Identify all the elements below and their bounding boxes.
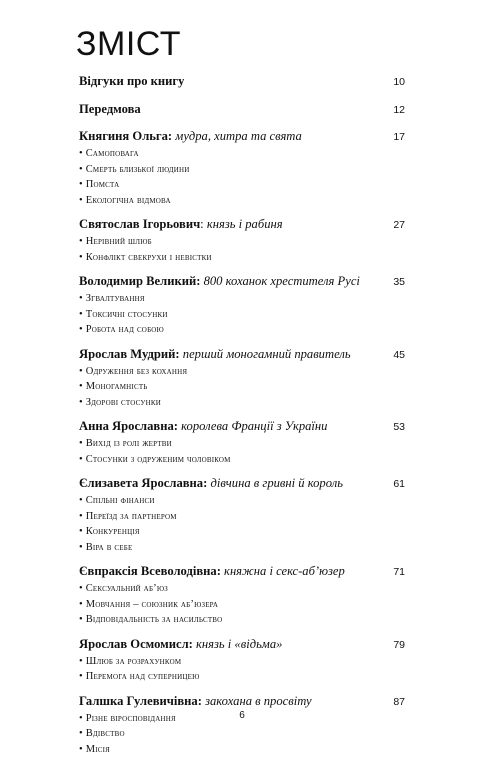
subtopic-item: • Вдівство — [79, 726, 405, 742]
chapter-name: Євпраксія Всеволодівна: — [79, 564, 221, 578]
subtopic-list — [79, 364, 405, 411]
toc-entry-title — [79, 562, 345, 580]
chapter-subtitle: князь і «відьма» — [196, 637, 282, 651]
toc-entry[interactable] — [79, 215, 405, 265]
chapter-name: Володимир Великий: — [79, 274, 200, 288]
subtopic-item: • Відповідальність за насильство — [79, 612, 405, 628]
chapter-page-number: 53 — [393, 418, 405, 436]
subtopic-item: • Конфлікт свекрухи і невістки — [79, 250, 405, 266]
toc-entry-heading — [79, 635, 405, 654]
chapter-subtitle: дівчина в гривні й король — [210, 476, 342, 490]
chapter-page-number: 61 — [393, 475, 405, 493]
chapter-page-number: 10 — [393, 73, 405, 91]
subtopic-item: • Мовчання – союзник аб’юзера — [79, 597, 405, 613]
subtopic-item: • Шлюб за розрахунком — [79, 654, 405, 670]
toc-entry-heading — [79, 100, 405, 119]
toc-entry-title — [79, 127, 302, 145]
toc-entry-title — [79, 72, 184, 90]
subtopic-item: • Конкуренція — [79, 524, 405, 540]
toc-entry[interactable] — [79, 692, 405, 757]
toc-entry[interactable] — [79, 562, 405, 628]
chapter-name: Відгуки про книгу — [79, 74, 184, 88]
toc-entry-title — [79, 345, 351, 363]
toc-entry-title: Святослав Ігорьович: князь і рабиня — [79, 215, 283, 233]
page-title: ЗМІСТ — [76, 22, 181, 66]
toc-entry-heading — [79, 72, 405, 91]
chapter-page-number: 71 — [393, 563, 405, 581]
subtopic-list — [79, 493, 405, 555]
toc-entry[interactable] — [79, 100, 405, 119]
chapter-subtitle: князь і рабиня — [207, 217, 283, 231]
subtopic-item: • Токсичні стосунки — [79, 307, 405, 323]
subtopic-item: • Нерівний шлюб — [79, 234, 405, 250]
subtopic-item: • Робота над собою — [79, 322, 405, 338]
subtopic-item: • Переїзд за партнером — [79, 509, 405, 525]
chapter-name: Галшка Гулевичівна: — [79, 694, 202, 708]
subtopic-item: • Стосунки з одруженим чоловіком — [79, 452, 405, 468]
subtopic-list — [79, 291, 405, 338]
chapter-subtitle: закохана в просвіту — [205, 694, 312, 708]
toc-entry-heading — [79, 345, 405, 364]
subtopic-item: • Сексуальний аб’юз — [79, 581, 405, 597]
subtopic-item: • Смерть близької людини — [79, 162, 405, 178]
table-of-contents — [79, 72, 405, 757]
chapter-name: Єлизавета Ярославна: — [79, 476, 207, 490]
chapter-page-number: 87 — [393, 693, 405, 711]
subtopic-item: • Здорові стосунки — [79, 395, 405, 411]
toc-entry[interactable] — [79, 635, 405, 685]
subtopic-list — [79, 654, 405, 685]
toc-entry-heading — [79, 272, 405, 291]
subtopic-list — [79, 581, 405, 628]
toc-entry[interactable] — [79, 345, 405, 411]
toc-entry-heading — [79, 474, 405, 493]
toc-entry-title — [79, 635, 282, 653]
chapter-page-number: 12 — [393, 101, 405, 119]
subtopic-item: • Вихід із ролі жертви — [79, 436, 405, 452]
chapter-name: Ярослав Осмомисл: — [79, 637, 193, 651]
subtopic-item: • Перемога над суперницею — [79, 669, 405, 685]
toc-entry-title — [79, 272, 360, 290]
subtopic-item: • Моногамність — [79, 379, 405, 395]
subtopic-item: • Екологічна відмова — [79, 193, 405, 209]
chapter-name: Княгиня Ольга: — [79, 129, 172, 143]
page-number: 6 — [0, 710, 484, 721]
chapter-subtitle: мудра, хитра та свята — [175, 129, 302, 143]
subtopic-list — [79, 234, 405, 265]
chapter-page-number: 45 — [393, 346, 405, 364]
subtopic-item: • Спільні фінанси — [79, 493, 405, 509]
toc-entry-heading — [79, 692, 405, 711]
chapter-name: Ярослав Мудрий: — [79, 347, 180, 361]
toc-entry-heading — [79, 215, 405, 234]
chapter-page-number: 79 — [393, 636, 405, 654]
subtopic-item: • Самоповага — [79, 146, 405, 162]
chapter-page-number: 35 — [393, 273, 405, 291]
chapter-subtitle: княжна і секс-аб’юзер — [224, 564, 345, 578]
subtopic-item: • Різне віросповідання — [79, 711, 405, 727]
subtopic-list — [79, 146, 405, 208]
toc-entry-title — [79, 692, 312, 710]
toc-entry-heading — [79, 562, 405, 581]
chapter-subtitle: 800 коханок хрестителя Русі — [204, 274, 360, 288]
toc-entry-title — [79, 417, 327, 435]
toc-entry[interactable] — [79, 127, 405, 208]
toc-entry-title — [79, 474, 343, 492]
chapter-subtitle: королева Франції з України — [181, 419, 327, 433]
chapter-subtitle: перший моногамний правитель — [183, 347, 351, 361]
chapter-page-number: 17 — [393, 128, 405, 146]
chapter-name: Святослав Ігорьович — [79, 217, 200, 231]
chapter-name: Анна Ярославна: — [79, 419, 178, 433]
subtopic-item: • Місія — [79, 742, 405, 757]
toc-entry-title — [79, 100, 141, 118]
subtopic-list — [79, 436, 405, 467]
toc-entry[interactable] — [79, 72, 405, 91]
chapter-name: Передмова — [79, 102, 141, 116]
chapter-page-number: 27 — [393, 216, 405, 234]
toc-entry[interactable] — [79, 417, 405, 467]
toc-entry[interactable] — [79, 272, 405, 338]
subtopic-item: • Віра в себе — [79, 540, 405, 556]
toc-entry-heading — [79, 127, 405, 146]
toc-entry[interactable] — [79, 474, 405, 555]
subtopic-item: • Згвалтування — [79, 291, 405, 307]
toc-entry-heading — [79, 417, 405, 436]
subtopic-item: • Одруження без кохання — [79, 364, 405, 380]
subtopic-item: • Помста — [79, 177, 405, 193]
